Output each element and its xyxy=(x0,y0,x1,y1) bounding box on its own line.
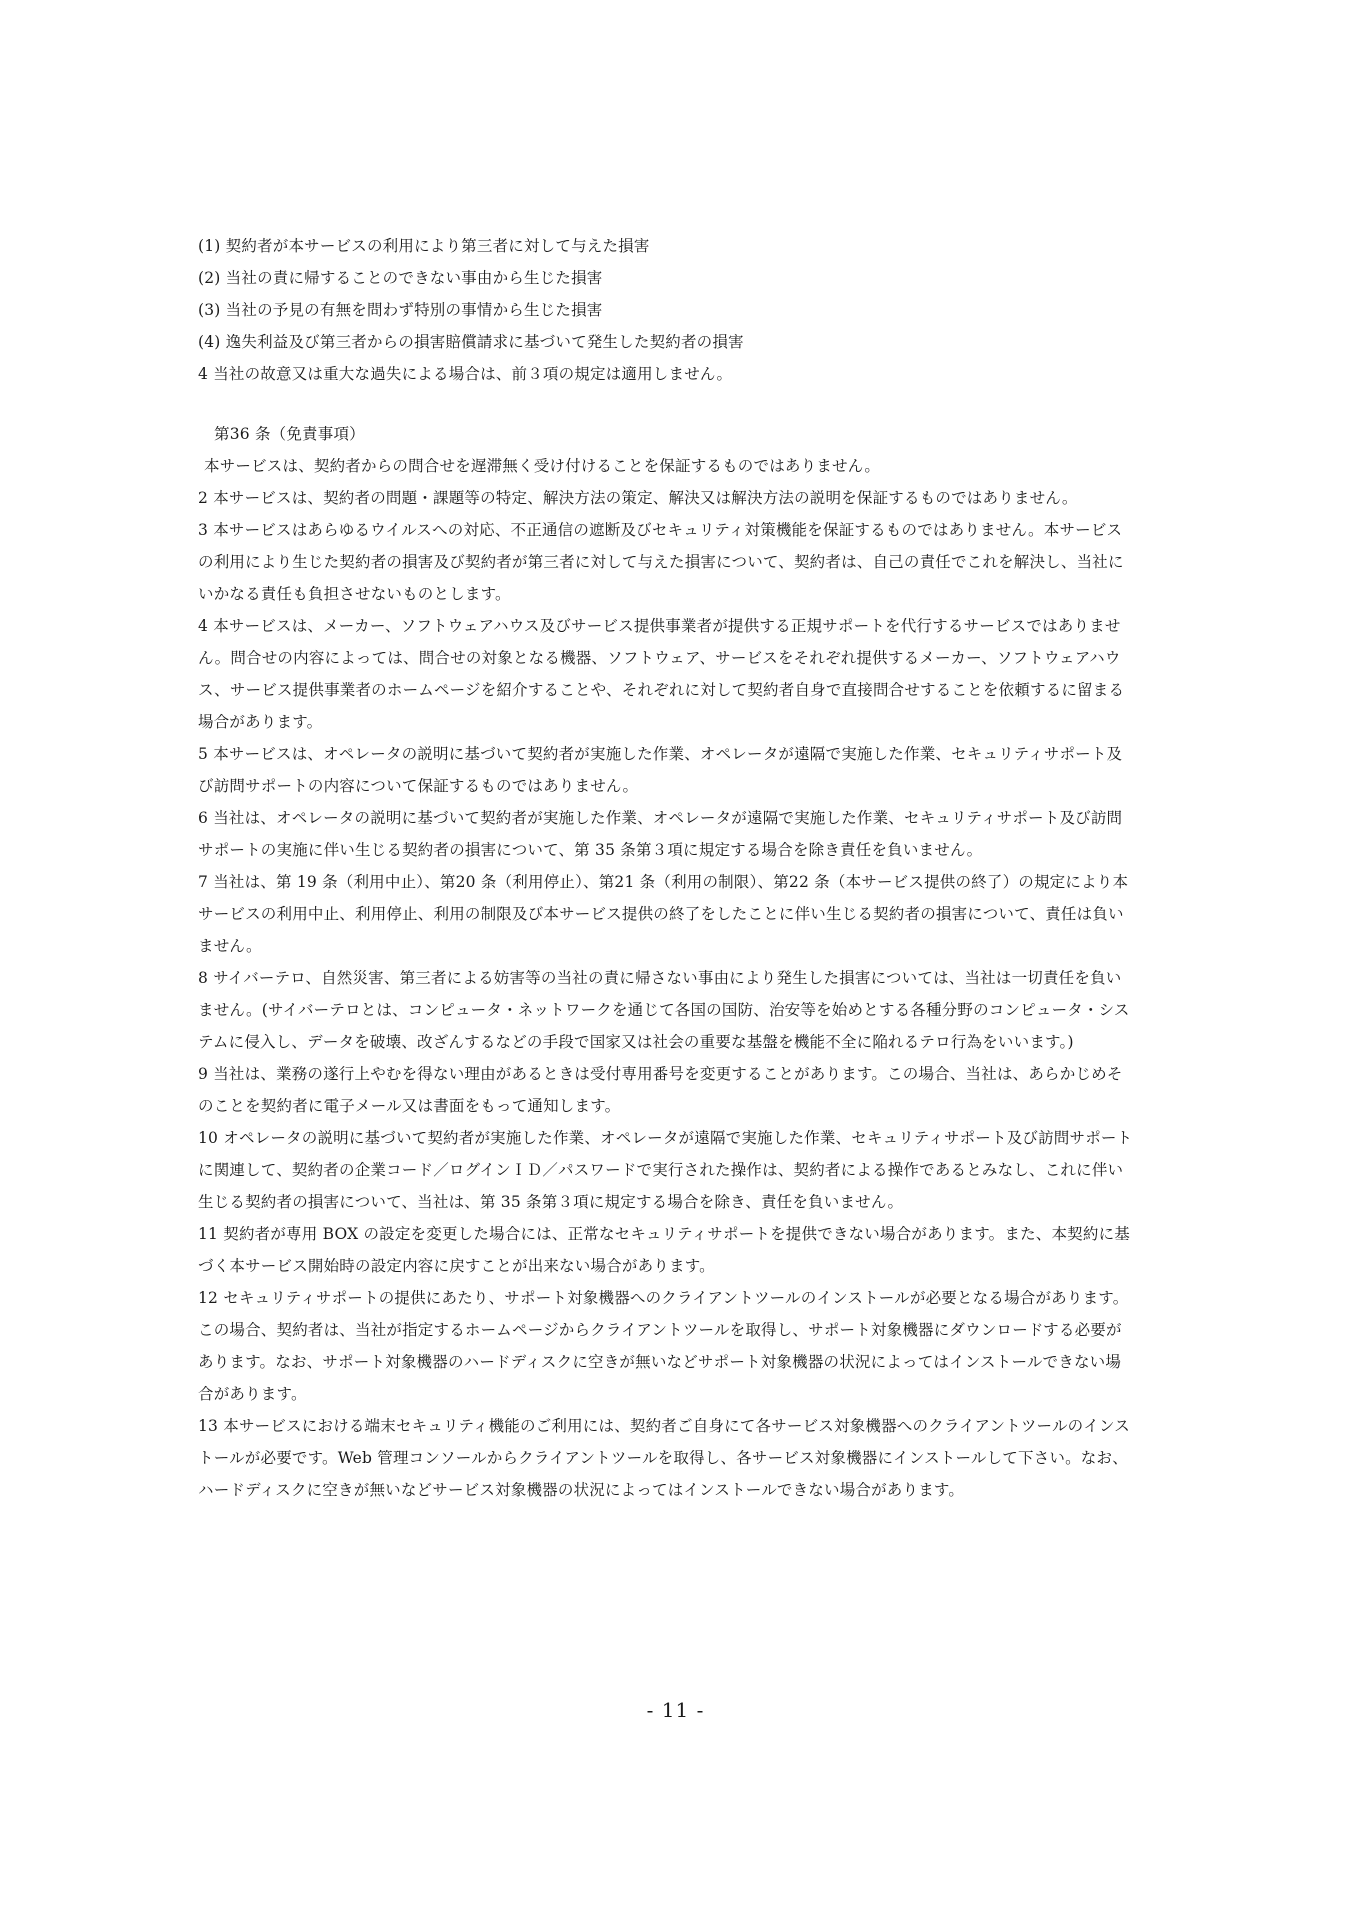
list-item: (4) 逸失利益及び第三者からの損害賠償請求に基づいて発生した契約者の損害 xyxy=(198,333,744,351)
section-spacer xyxy=(198,390,1178,418)
paragraph-line: に関連して、契約者の企業コード／ログインＩＤ／パスワードで実行された操作は、契約者による操作であるとみなし、これに伴い xyxy=(198,1161,1124,1179)
page-number: - 11 - xyxy=(646,1698,705,1722)
paragraph-line: 11 契約者が専用 BOX の設定を変更した場合には、正常なセキュリティサポートを提供できない場合があります。また、本契約に基 xyxy=(198,1225,1130,1243)
list-item: (3) 当社の予見の有無を問わず特別の事情から生じた損害 xyxy=(198,301,603,319)
paragraph-line: 12 セキュリティサポートの提供にあたり、サポート対象機器へのクライアントツールのインストールが必要となる場合があります。 xyxy=(198,1289,1129,1307)
paragraph-line: 5 本サービスは、オペレータの説明に基づいて契約者が実施した作業、オペレータが遠隔で実施した作業、セキュリティサポート及 xyxy=(198,745,1123,763)
paragraph-line: 10 オペレータの説明に基づいて契約者が実施した作業、オペレータが遠隔で実施した作業、セキュリティサポート及び訪問サポート xyxy=(198,1129,1133,1147)
paragraph-line: 生じる契約者の損害について、当社は、第 35 条第３項に規定する場合を除き、責任を負いません。 xyxy=(198,1193,904,1211)
paragraph-line: ハードディスクに空きが無いなどサービス対象機器の状況によってはインストールできない場合があります。 xyxy=(198,1481,965,1499)
paragraph-line: 4 本サービスは、メーカー、ソフトウェアハウス及びサービス提供事業者が提供する正規サポートを代行するサービスではありませ xyxy=(198,617,1121,635)
paragraph-line: サポートの実施に伴い生じる契約者の損害について、第 35 条第３項に規定する場合を除き責任を負いません。 xyxy=(198,841,983,859)
paragraph-line: ス、サービス提供事業者のホームページを紹介することや、それぞれに対して契約者自身で直接問合せすることを依頼するに留まる xyxy=(198,681,1125,699)
paragraph-line: 本サービスは、契約者からの問合せを遅滞無く受け付けることを保証するものではありません。 xyxy=(204,457,881,475)
paragraph-line: づく本サービス開始時の設定内容に戻すことが出来ない場合があります。 xyxy=(198,1257,715,1275)
paragraph-line: 合があります。 xyxy=(198,1385,307,1403)
list-item: (2) 当社の責に帰することのできない事由から生じた損害 xyxy=(198,269,603,287)
paragraph-line: 9 当社は、業務の遂行上やむを得ない理由があるときは受付専用番号を変更することがあります。この場合、当社は、あらかじめそ xyxy=(198,1065,1123,1083)
article-body xyxy=(198,450,1178,1506)
previous-article-items xyxy=(198,230,1178,390)
paragraph-line: 8 サイバーテロ、自然災害、第三者による妨害等の当社の責に帰さない事由により発生した損害については、当社は一切責任を負い xyxy=(198,969,1122,987)
paragraph-line: ん。問合せの内容によっては、問合せの対象となる機器、ソフトウェア、サービスをそれぞれ提供するメーカー、ソフトウェアハウ xyxy=(198,649,1121,667)
paragraph-line: この場合、契約者は、当社が指定するホームページからクライアントツールを取得し、サポート対象機器にダウンロードする必要が xyxy=(198,1321,1122,1339)
paragraph-line: び訪問サポートの内容について保証するものではありません。 xyxy=(198,777,639,795)
paragraph-line: あります。なお、サポート対象機器のハードディスクに空きが無いなどサポート対象機器の状況によってはインストールできない場 xyxy=(198,1353,1122,1371)
paragraph-line: テムに侵入し、データを破壊、改ざんするなどの手段で国家又は社会の重要な基盤を機能不全に陥れるテロ行為をいいます。) xyxy=(198,1033,1074,1051)
paragraph-line: のことを契約者に電子メール又は書面をもって通知します。 xyxy=(198,1097,621,1115)
paragraph-4: 4 当社の故意又は重大な過失による場合は、前３項の規定は適用しません。 xyxy=(198,365,733,383)
paragraph-line: 6 当社は、オペレータの説明に基づいて契約者が実施した作業、オペレータが遠隔で実施した作業、セキュリティサポート及び訪問 xyxy=(198,809,1123,827)
paragraph-line: 7 当社は、第 19 条（利用中止）、第20 条（利用停止）、第21 条（利用の制限）、第22 条（本サービス提供の終了）の規定により本 xyxy=(198,873,1129,891)
paragraph-line: 2 本サービスは、契約者の問題・課題等の特定、解決方法の策定、解決又は解決方法の説明を保証するものではありません。 xyxy=(198,489,1078,507)
paragraph-line: 3 本サービスはあらゆるウイルスへの対応、不正通信の遮断及びセキュリティ対策機能を保証するものではありません。本サービス xyxy=(198,521,1123,539)
paragraph-line: いかなる責任も負担させないものとします。 xyxy=(198,585,511,603)
paragraph-line: ません。 xyxy=(198,937,262,955)
paragraph-line: の利用により生じた契約者の損害及び契約者が第三者に対して与えた損害について、契約者は、自己の責任でこれを解決し、当社に xyxy=(198,553,1124,571)
document-body xyxy=(198,230,1178,1506)
paragraph-line: 場合があります。 xyxy=(198,713,323,731)
article-title: 第36 条（免責事項） xyxy=(214,425,365,443)
list-item: (1) 契約者が本サービスの利用により第三者に対して与えた損害 xyxy=(198,237,650,255)
paragraph-line: サービスの利用中止、利用停止、利用の制限及び本サービス提供の終了をしたことに伴い生じる契約者の損害について、責任は負い xyxy=(198,905,1124,923)
paragraph-line: ません。(サイバーテロとは、コンピュータ・ネットワークを通じて各国の国防、治安等を始めとする各種分野のコンピュータ・シス xyxy=(198,1001,1130,1019)
paragraph-line: トールが必要です。Web 管理コンソールからクライアントツールを取得し、各サービス対象機器にインストールして下さい。なお、 xyxy=(198,1449,1128,1467)
paragraph-line: 13 本サービスにおける端末セキュリティ機能のご利用には、契約者ご自身にて各サービス対象機器へのクライアントツールのインス xyxy=(198,1417,1130,1435)
